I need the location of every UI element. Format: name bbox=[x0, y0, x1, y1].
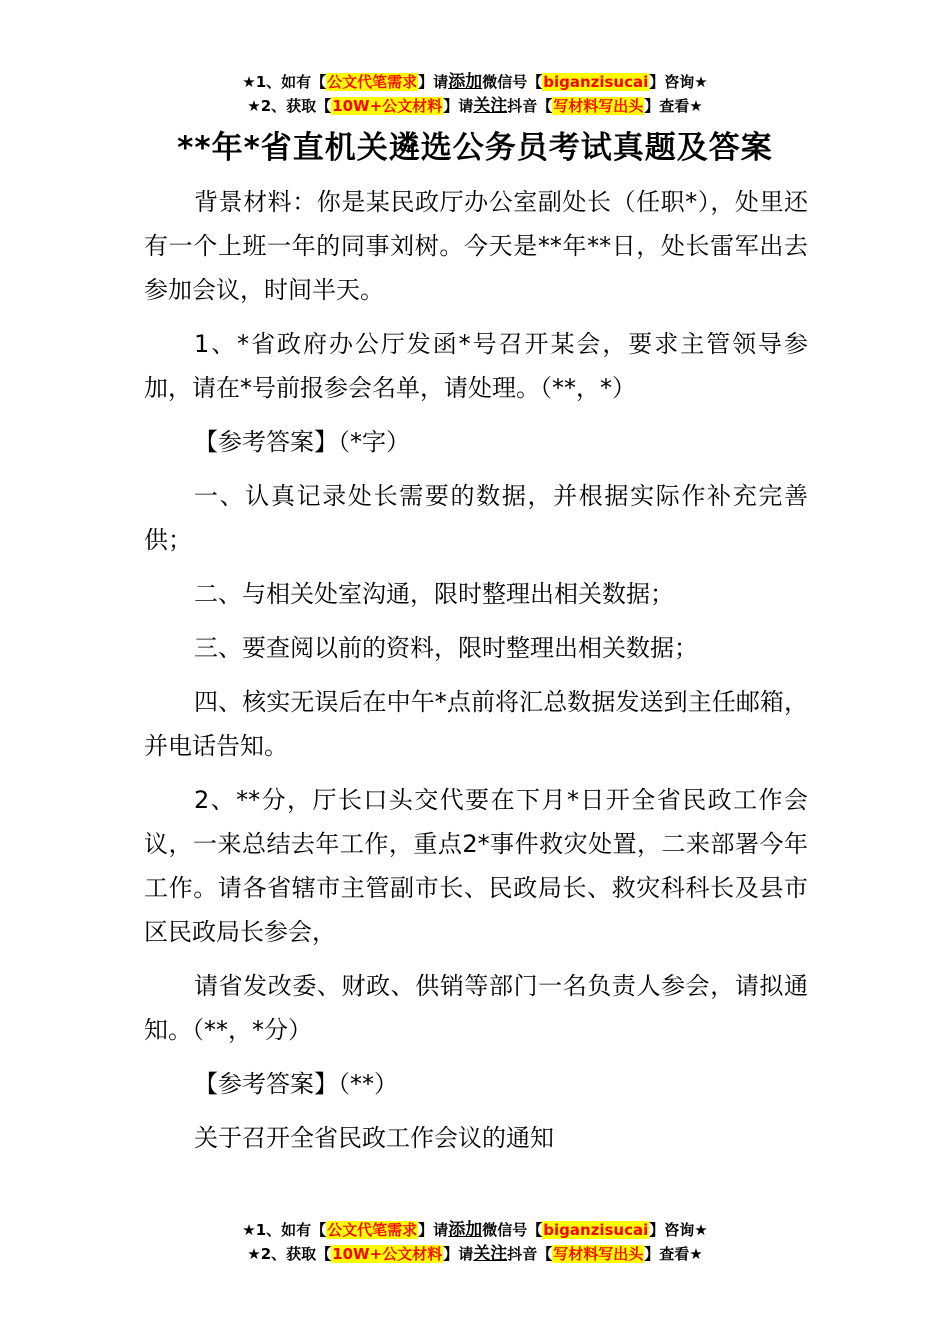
promo-line-1 bbox=[0, 70, 950, 94]
promo-text: ★2、获取【 bbox=[247, 97, 332, 115]
promo-emphasis: 添加 bbox=[448, 72, 483, 92]
promo-text: 】查看★ bbox=[644, 1245, 703, 1263]
promo-text: 】请 bbox=[443, 1245, 474, 1263]
paragraph-question-2-cont: 请省发改委、财政、供销等部门一名负责人参会，请拟通知。（**，*分） bbox=[144, 972, 808, 1044]
paragraph-answer-label-2: 【参考答案】（**） bbox=[194, 1070, 398, 1098]
paragraph-answer-item-3: 三、要查阅以前的资料，限时整理出相关数据； bbox=[194, 634, 698, 662]
paragraph-answer-label-1: 【参考答案】（*字） bbox=[194, 428, 410, 456]
promo-text: 】咨询★ bbox=[649, 73, 708, 91]
promo-text: ★1、如有【 bbox=[242, 1221, 327, 1239]
paragraph-question-2: 2、**分，厅长口头交代要在下月*日开全省民政工作会议，一来总结去年工作，重点2*事件救灾处置，二来部署今年工作。请各省辖市主管副市长、民政局长、救灾科科长及县市区民政局长参会， bbox=[144, 786, 808, 946]
promo-highlight: 公文代笔需求 bbox=[327, 73, 418, 91]
promo-highlight: biganzisucai bbox=[543, 1221, 649, 1239]
promo-emphasis: 关注 bbox=[473, 96, 508, 116]
paragraph-question-1: 1、*省政府办公厅发函*号召开某会，要求主管领导参加，请在*号前报参会名单，请处理。（**，*） bbox=[144, 330, 808, 402]
paragraph-notice-title: 关于召开全省民政工作会议的通知 bbox=[194, 1124, 554, 1152]
promo-text: 】请 bbox=[418, 73, 449, 91]
promo-text: ★1、如有【 bbox=[242, 73, 327, 91]
paragraph-answer-item-2: 二、与相关处室沟通，限时整理出相关数据； bbox=[194, 580, 674, 608]
promo-text: 抖音【 bbox=[507, 97, 553, 115]
promo-text: 微信号【 bbox=[482, 1221, 543, 1239]
promo-line-2 bbox=[0, 1242, 950, 1266]
promo-text: 抖音【 bbox=[507, 1245, 553, 1263]
promo-text: 】请 bbox=[418, 1221, 449, 1239]
promo-highlight: 公文代笔需求 bbox=[327, 1221, 418, 1239]
document-body bbox=[144, 180, 808, 1170]
promo-highlight: 10W+公文材料 bbox=[332, 1245, 443, 1263]
header-promo-banner bbox=[0, 70, 950, 118]
document-title: **年*省直机关遴选公务员考试真题及答案 bbox=[177, 130, 773, 166]
promo-text: 】请 bbox=[443, 97, 474, 115]
promo-text: 微信号【 bbox=[482, 73, 543, 91]
promo-emphasis: 关注 bbox=[473, 1244, 508, 1264]
promo-highlight: 写材料写出头 bbox=[553, 1245, 644, 1263]
promo-highlight: 10W+公文材料 bbox=[332, 97, 443, 115]
footer-promo-banner bbox=[0, 1218, 950, 1266]
paragraph-background: 背景材料：你是某民政厅办公室副处长（任职*），处里还有一个上班一年的同事刘树。今天是**年**日，处长雷军出去参加会议，时间半天。 bbox=[144, 188, 808, 304]
paragraph-answer-item-1: 一、认真记录处长需要的数据，并根据实际作补充完善供； bbox=[144, 482, 808, 554]
promo-emphasis: 添加 bbox=[448, 1220, 483, 1240]
promo-text: 】查看★ bbox=[644, 97, 703, 115]
promo-highlight: biganzisucai bbox=[543, 73, 649, 91]
promo-highlight: 写材料写出头 bbox=[553, 97, 644, 115]
promo-line-2 bbox=[0, 94, 950, 118]
promo-text: 】咨询★ bbox=[649, 1221, 708, 1239]
promo-line-1 bbox=[0, 1218, 950, 1242]
promo-text: ★2、获取【 bbox=[247, 1245, 332, 1263]
paragraph-answer-item-4: 四、核实无误后在中午*点前将汇总数据发送到主任邮箱，并电话告知。 bbox=[144, 688, 808, 760]
